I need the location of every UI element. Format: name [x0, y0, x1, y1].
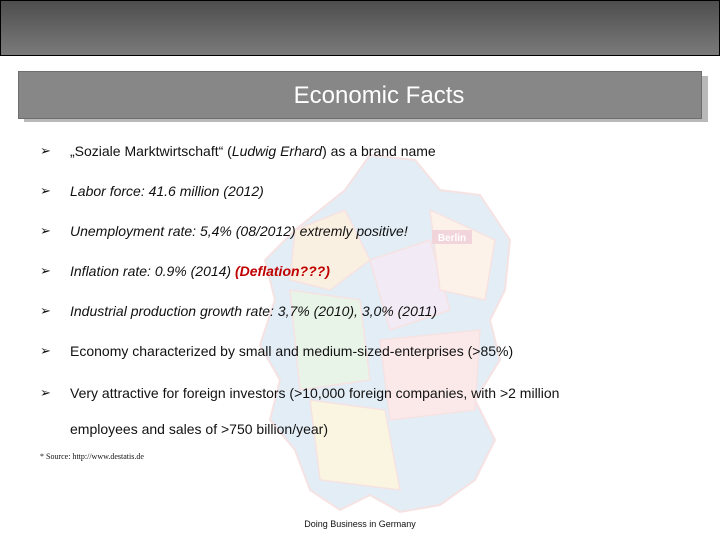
bullet-text: Industrial production growth rate: 3,7% (2010), 3,0% (2011)	[70, 303, 438, 319]
bullet-text-em: Ludwig Erhard	[231, 143, 323, 159]
arrow-bullet-icon: ➢	[40, 263, 51, 278]
slide-footer: Doing Business in Germany	[304, 519, 416, 529]
slide-title: Economic Facts	[293, 82, 465, 109]
bullet-item-sme	[40, 336, 700, 366]
deflation-highlight: (Deflation???)	[235, 263, 330, 279]
bullet-item-brand	[40, 136, 700, 166]
bullet-text: employees and sales of >750 billion/year)	[70, 421, 328, 437]
arrow-bullet-icon: ➢	[40, 303, 51, 318]
bullet-item-labor	[40, 176, 700, 206]
title-banner	[18, 71, 702, 119]
arrow-bullet-icon: ➢	[40, 223, 51, 238]
top-header-bar	[0, 0, 720, 56]
bullet-text: Labor force: 41.6 million (2012)	[70, 183, 264, 199]
bullet-item-investors	[40, 378, 700, 408]
bullet-text: Unemployment rate: 5,4% (08/2012) extremly positive!	[70, 223, 408, 239]
bullet-text-post: ) as a brand name	[322, 143, 436, 159]
bullet-text: Very attractive for foreign investors (>10,000 foreign companies, with >2 million	[70, 385, 560, 401]
bullet-item-industrial	[40, 296, 700, 326]
bullet-item-investors-continued	[40, 414, 700, 444]
arrow-bullet-icon: ➢	[40, 143, 51, 158]
bullet-text: Economy characterized by small and medium-sized-enterprises (>85%)	[70, 343, 514, 359]
arrow-bullet-icon: ➢	[40, 183, 51, 198]
arrow-bullet-icon: ➢	[40, 343, 51, 358]
source-note: * Source: http://www.destatis.de	[40, 452, 144, 461]
bullet-text: Inflation rate: 0.9% (2014)	[70, 263, 235, 279]
bullet-item-unemployment	[40, 216, 700, 246]
bullet-text-pre: „Soziale Marktwirtschaft“ (	[70, 143, 232, 159]
arrow-bullet-icon: ➢	[40, 385, 51, 400]
map-berlin-label: Berlin	[437, 233, 467, 244]
bullet-item-inflation	[40, 256, 700, 286]
